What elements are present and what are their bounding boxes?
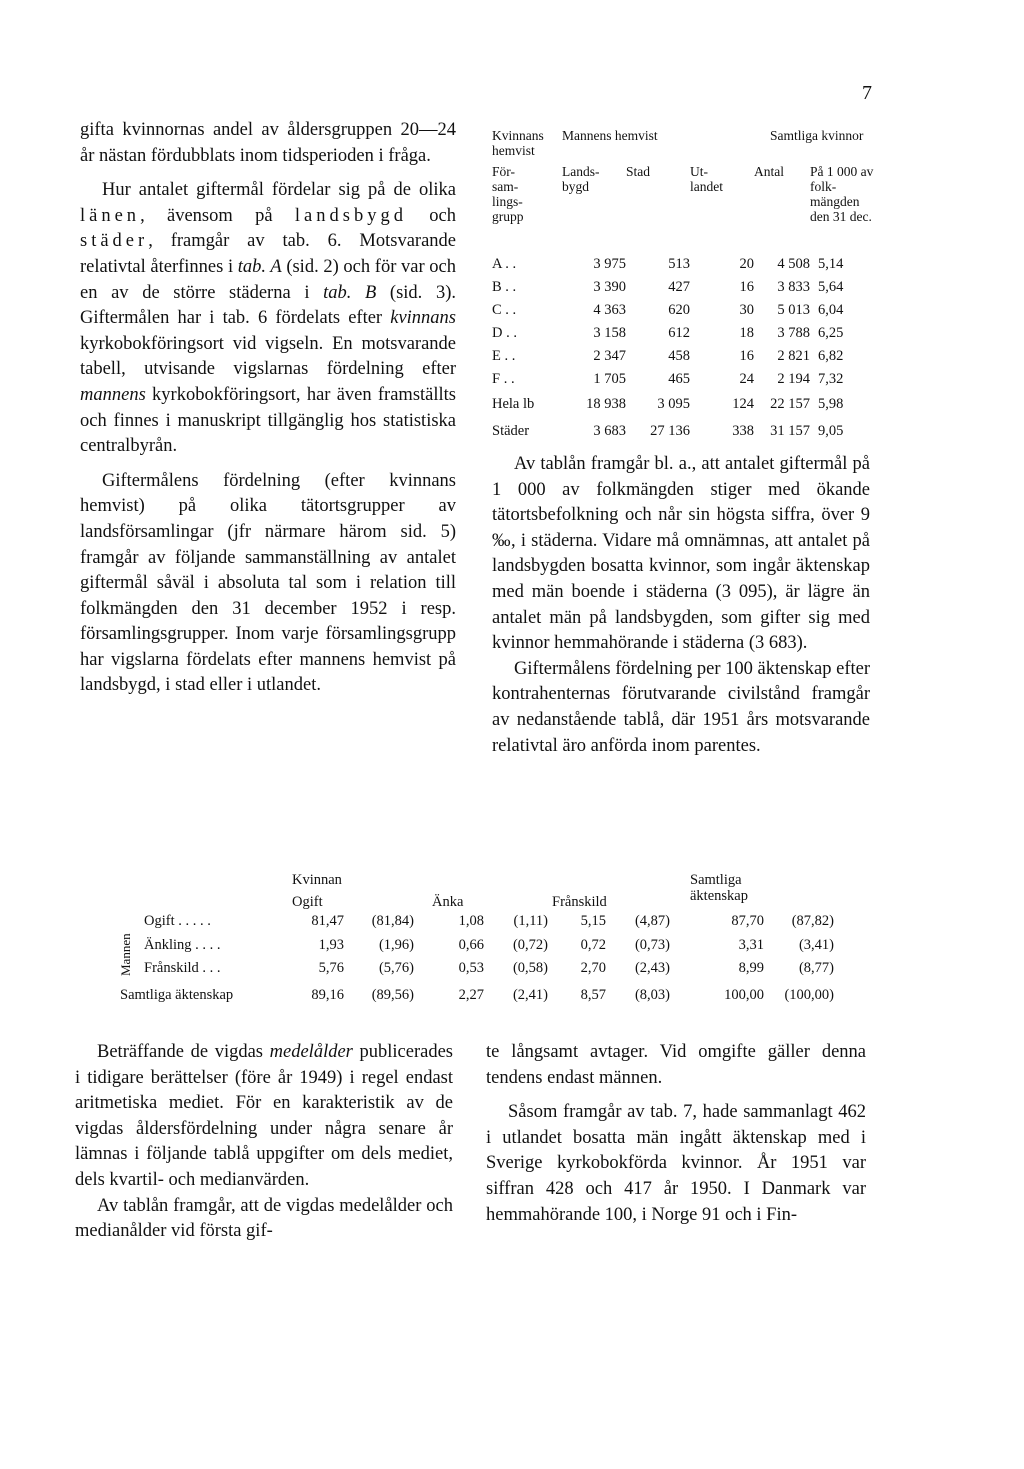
table-cell-ogift_p: (1,96) [378,936,414,953]
table-cell-landsbygd: 3 683 [593,422,626,439]
header-mannens-hemvist: Mannens hemvist [562,128,658,143]
table-cell-stad: 427 [668,278,690,295]
table-cell-anka: 0,53 [458,960,484,977]
table-cell-group: B . . [492,278,517,295]
table-cell-antal: 2 821 [777,347,810,364]
table-cell-anka: 2,27 [458,987,484,1003]
table-cell-antal: 3 833 [777,278,810,295]
table-cell-antal: 5 013 [777,301,810,318]
table-cell-fr: 2,70 [580,960,606,977]
table-cell-stad: 620 [668,301,690,318]
table-cell-label: Frånskild . . . [144,960,221,977]
table-cell-ogift: 81,47 [311,913,344,930]
table-cell-antal: 31 157 [770,422,810,439]
table-cell-per1000: 7,32 [818,370,844,387]
table-cell-antal: 3 788 [777,324,810,341]
paragraph-bottom-left-2: Av tablån framgår, att de vigdas medelålder och medianålder vid första gif- [75,1195,453,1242]
table-row [492,298,878,321]
table-cell-landsbygd: 3 975 [593,255,626,272]
table-cell-landsbygd: 3 158 [593,324,626,341]
table-cell-sa: 3,31 [738,936,764,953]
table-cell-landsbygd: 1 705 [593,370,626,387]
header-anka: Änka [432,894,464,910]
header-per-1000: På 1 000 av folk-mängden den 31 dec. [810,164,874,224]
right-column-text [492,452,870,759]
table-cell-ogift_p: (89,56) [371,987,414,1003]
table-cell-per1000: 5,98 [818,395,844,412]
table-cell-antal: 2 194 [777,370,810,387]
table-cell-label: Samtliga äktenskap [120,987,234,1003]
paragraph-bottom-right-1: te långsamt avtager. Vid omgifte gäller denna tendens endast männen. [486,1042,866,1088]
table-row [492,390,878,417]
bottom-left-text [75,1040,453,1245]
table-cell-group: A . . [492,255,517,272]
table2-header [120,870,920,910]
table-cell-fr: 5,15 [580,913,606,930]
table-cell-fr: 8,57 [580,987,606,1003]
header-stad: Stad [626,164,651,179]
table-cell-group: Städer [492,422,530,439]
header-ogift: Ogift [292,894,323,910]
table-cell-group: D . . [492,324,517,341]
table-cell-stad: 513 [668,255,690,272]
table-row [492,344,878,367]
header-landsbygd: Lands-bygd [562,164,600,194]
table-cell-sa_p: (3,41) [798,936,834,953]
table-cell-utlandet: 24 [739,370,754,387]
table-cell-antal: 22 157 [770,395,810,412]
header-utlandet: Ut-landet [690,164,723,194]
table-cell-landsbygd: 4 363 [593,301,626,318]
table-cell-sa_p: (87,82) [791,913,834,930]
paragraph-bottom-left-1: Beträffande de vigdas medelålder publicerades i tidigare berättelser (före år 1949) i regel endast aritmetiska mediet. För en karakteristik av de vigdas åldersfördelning under några senare år lämnas i följande tablå uppgifter om dels mediet, dels kvartil- och medianvärden. [75,1042,453,1190]
table-cell-stad: 27 136 [650,422,690,439]
side-label-mannen: Mannen [118,933,133,977]
table1-body [492,252,878,444]
table-cell-ogift: 89,16 [311,987,344,1003]
table-cell-utlandet: 124 [732,395,754,412]
table-cell-group: Hela lb [492,395,535,412]
table-cell-fr_p: (8,03) [634,987,670,1003]
table-cell-utlandet: 20 [739,255,754,272]
table-cell-antal: 4 508 [777,255,810,272]
table-cell-per1000: 9,05 [818,422,844,439]
left-column-text [80,118,456,699]
table-cell-fr_p: (4,87) [634,913,670,930]
table-cell-anka_p: (2,41) [512,987,548,1003]
table-cell-group: F . . [492,370,515,387]
marriages-by-parish-group-table [492,128,892,439]
table-row [120,934,834,958]
table-cell-anka_p: (0,58) [512,960,548,977]
paragraph-3: Giftermålens fördelning (efter kvinnans hemvist) på olika tätortsgrupper av landsförsamlingar (jfr närmare härom sid. 5) framgår av följande sammanställning av antalet giftermål såväl i absoluta tal som i relation till folkmängden den 31 december 1952 i resp. församlingsgrupper. Inom varje församlingsgrupp har vigslarna fördelats efter mannens hemvist på landsbygd, i stad eller i utlandet. [80,470,456,696]
table-row [120,910,834,934]
table-cell-ogift_p: (81,84) [371,913,414,930]
civil-status-table [118,870,920,1003]
table-cell-sa: 8,99 [738,960,764,977]
table-cell-per1000: 6,25 [818,324,844,341]
table-cell-sa: 87,70 [731,913,764,930]
table-cell-utlandet: 338 [732,422,754,439]
header-kvinnans-hemvist: Kvinnans hemvist [492,128,544,158]
header-samtliga-kvinnor: Samtliga kvinnor [770,128,864,143]
table-cell-sa: 100,00 [724,987,764,1003]
table-cell-fr_p: (2,43) [634,960,670,977]
table-cell-label: Änkling . . . . [144,936,221,953]
table-cell-per1000: 5,14 [818,255,844,272]
table-cell-group: C . . [492,301,517,318]
table-cell-landsbygd: 2 347 [593,347,626,364]
table-cell-anka_p: (1,11) [513,913,548,930]
table-cell-utlandet: 16 [739,278,754,295]
table-row [120,957,834,981]
table-cell-sa_p: (100,00) [784,987,834,1003]
table-row [492,321,878,344]
table-row [492,417,878,444]
table-cell-anka_p: (0,72) [512,936,548,953]
total-row [120,981,834,1011]
table2-body [120,910,834,1011]
table-cell-stad: 465 [668,370,690,387]
paragraph-1: gifta kvinnornas andel av åldersgruppen 20—24 år nästan fördubblats inom tidsperioden i fråga. [80,120,456,166]
table-cell-utlandet: 30 [739,301,754,318]
table-cell-ogift: 1,93 [318,936,344,953]
table-cell-landsbygd: 18 938 [586,395,626,412]
header-antal: Antal [754,164,784,179]
table-cell-landsbygd: 3 390 [593,278,626,295]
table-cell-fr_p: (0,73) [634,936,670,953]
table-cell-per1000: 5,64 [818,278,844,295]
table1-header [492,128,892,248]
header-franskild: Frånskild [552,894,607,910]
table-cell-fr: 0,72 [580,936,606,953]
table-cell-sa_p: (8,77) [798,960,834,977]
paragraph-2: Hur antalet giftermål fördelar sig på de olika länen, ävensom på landsbygd och städer, framgår av tab. 6. Motsvarande relativtal återfinnes i tab. A (sid. 2) och för var och en av de större städerna i tab. B (sid. 3). Giftermålen har i tab. 6 fördelats efter kvinnans kyrkobokföringsort vid vigseln. En motsvarande tabell, utvisande vigslarnas fördelning efter mannens kyrkobokföringsort, har även framställts och finnes i manuskript tillgänglig hos statistiska centralbyrån. [80,180,456,457]
table-cell-group: E . . [492,347,516,364]
paragraph-right-1: Av tablån framgår bl. a., att antalet giftermål på 1 000 av folkmängden stiger med ökande tätortsbefolkning och når sin högsta siffra, över 9 ‰, i städerna. Vidare må omnämnas, att antalet på landsbygden bosatta kvinnor, som ingår äktenskap med män boende i städerna (3 095), är lägre än antalet män på landsbygden, som gifter sig med kvinnor hemmahörande i städerna (3 683). [492,454,870,654]
table-cell-stad: 458 [668,347,690,364]
table-cell-per1000: 6,82 [818,347,844,364]
table-cell-label: Ogift . . . . . [144,913,211,930]
table-cell-ogift_p: (5,76) [378,960,414,977]
table-cell-anka: 1,08 [458,913,484,930]
paragraph-bottom-right-2: Såsom framgår av tab. 7, hade sammanlagt 462 i utlandet bosatta män ingått äktenskap med i Sverige kyrkobokförda kvinnor. År 1951 var siffran 428 och 417 år 1950. I Danmark var hemmahörande 100, i Norge 91 och i Fin- [486,1102,866,1225]
table-cell-ogift: 5,76 [318,960,344,977]
table-row [492,275,878,298]
table-row [492,367,878,390]
table-cell-stad: 3 095 [657,395,690,412]
table-cell-anka: 0,66 [458,936,484,953]
bottom-right-text [486,1040,866,1228]
table-cell-per1000: 6,04 [818,301,844,318]
table-cell-utlandet: 18 [739,324,754,341]
paragraph-right-2: Giftermålens fördelning per 100 äktenskap efter kontrahenternas förutvarande civilstånd framgår av nedanstående tablå, där 1951 års motsvarande relativtal äro anförda inom parentes. [492,658,870,756]
header-samtliga-aktenskap: Samtliga äktenskap [690,872,748,904]
table-cell-stad: 612 [668,324,690,341]
table-cell-utlandet: 16 [739,347,754,364]
header-kvinnan: Kvinnan [292,872,342,888]
table-row [492,252,878,275]
header-forsamlingsgrupp: För-sam-lings-grupp [492,164,524,224]
page-number: 7 [862,82,872,104]
